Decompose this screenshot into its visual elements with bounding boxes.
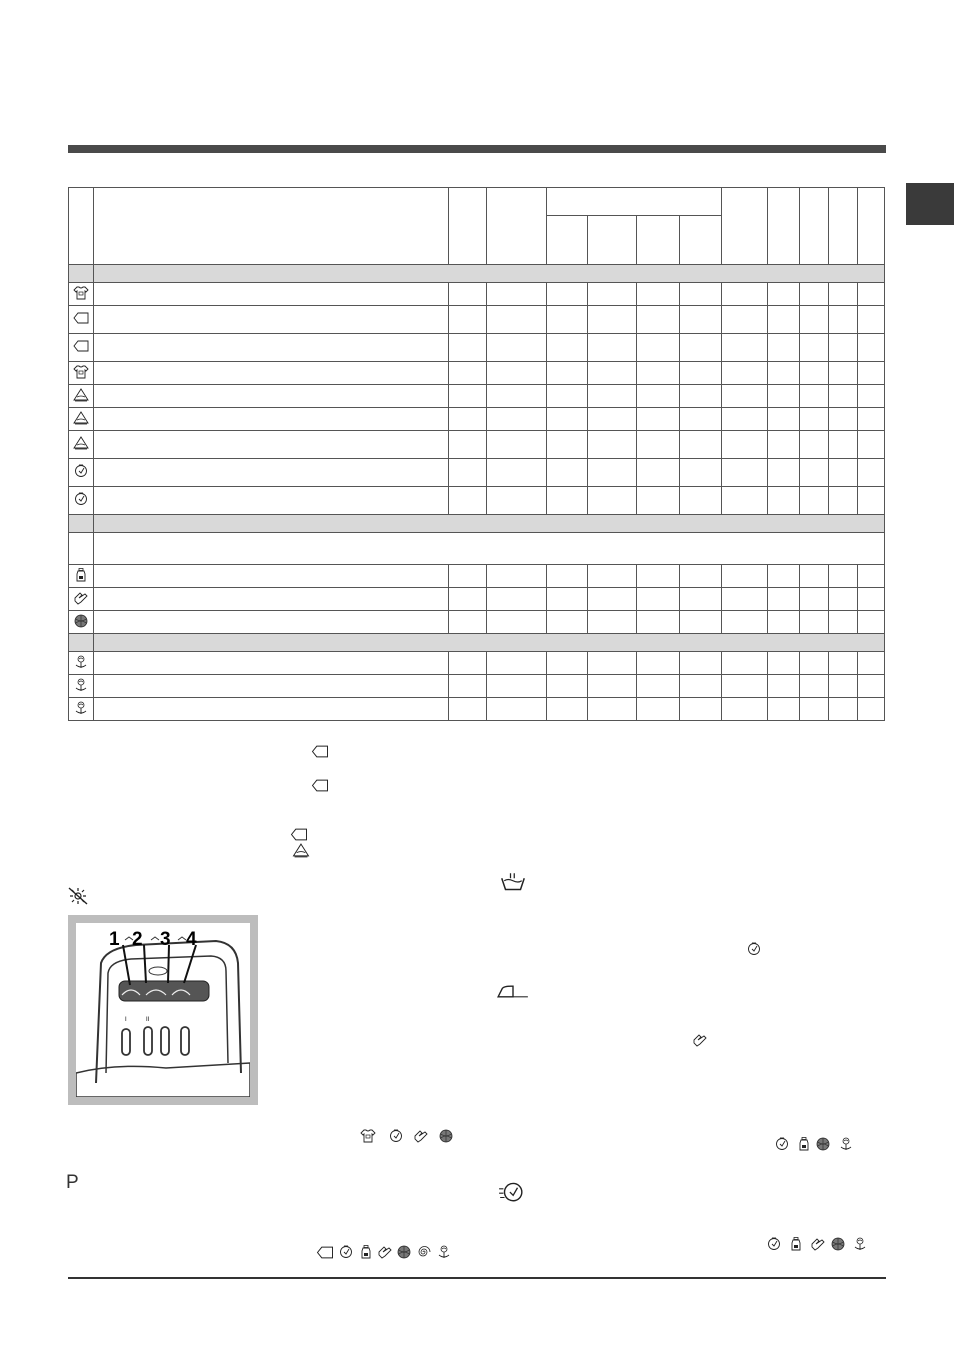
quick-clock-icon — [766, 1237, 782, 1251]
bottle-icon — [73, 568, 89, 582]
wool-icon — [815, 1137, 831, 1151]
table-note-row — [69, 533, 885, 565]
page-letter: P — [66, 1172, 79, 1193]
table-row — [69, 334, 885, 362]
tag-icon — [290, 827, 308, 842]
rinse-spin-icon — [838, 1137, 854, 1151]
svg-text:II: II — [146, 1017, 150, 1023]
hand-icon — [73, 591, 89, 605]
table-row — [69, 487, 885, 515]
table-group-row — [69, 515, 885, 533]
quick-clock-icon — [338, 1245, 354, 1259]
callout-3: 3 — [160, 929, 171, 950]
detergent-drawer-photo — [68, 915, 258, 1105]
no-sun-icon — [66, 886, 90, 906]
wool-icon — [830, 1237, 846, 1251]
table-group-row — [69, 634, 885, 652]
iron-icon — [496, 983, 530, 1000]
table-row — [69, 698, 885, 721]
rinse-spin-icon — [73, 655, 89, 669]
table-row — [69, 652, 885, 675]
wool-icon — [73, 614, 89, 628]
header-rule — [68, 145, 886, 153]
callout-2: 2 — [132, 929, 143, 950]
table-row — [69, 362, 885, 385]
table-row — [69, 565, 885, 588]
shirt-icon — [73, 365, 89, 379]
rinse-spin-icon — [73, 678, 89, 692]
table-header-row — [69, 188, 885, 216]
footer-rule — [68, 1277, 886, 1279]
tag-icon — [73, 339, 89, 353]
hand-icon — [810, 1237, 826, 1251]
section-tab — [906, 183, 954, 225]
rinse-spin-icon — [73, 701, 89, 715]
table-row — [69, 283, 885, 306]
shirt-icon — [360, 1129, 376, 1143]
table-row — [69, 306, 885, 334]
wash-tub-icon — [500, 872, 526, 892]
table-row — [69, 408, 885, 431]
bottle-icon — [788, 1237, 804, 1251]
table-row — [69, 611, 885, 634]
callout-4: 4 — [186, 929, 197, 950]
table-row — [69, 459, 885, 487]
table-row — [69, 675, 885, 698]
svg-text:I: I — [125, 1017, 127, 1023]
rinse-spin-icon — [436, 1245, 452, 1259]
timer-icon — [498, 1180, 524, 1202]
bottle-icon — [796, 1137, 812, 1151]
hand-icon — [377, 1245, 393, 1259]
triangle-icon — [73, 411, 89, 425]
quick-clock-icon — [774, 1137, 790, 1151]
triangle-icon — [73, 436, 89, 450]
triangle-icon — [73, 388, 89, 402]
hand-icon — [413, 1129, 429, 1143]
tag-icon — [311, 744, 329, 759]
rinse-spin-icon — [852, 1237, 868, 1251]
spiral-icon — [416, 1245, 432, 1259]
table-group-row — [69, 265, 885, 283]
hand-icon — [692, 1033, 708, 1047]
quick-clock-icon — [73, 492, 89, 506]
tag-icon — [73, 311, 89, 325]
table-row — [69, 431, 885, 459]
tag-icon — [311, 778, 329, 793]
callout-1: 1 — [109, 929, 120, 950]
table-row — [69, 588, 885, 611]
quick-clock-icon — [73, 464, 89, 478]
bottle-icon — [358, 1245, 374, 1259]
wool-icon — [396, 1245, 412, 1259]
quick-clock-icon — [746, 942, 762, 956]
shirt-icon — [73, 286, 89, 300]
wool-icon — [438, 1129, 454, 1143]
quick-clock-icon — [388, 1129, 404, 1143]
tag-icon — [316, 1245, 334, 1260]
triangle-icon — [292, 843, 310, 858]
programme-table — [68, 187, 885, 721]
table-row — [69, 385, 885, 408]
